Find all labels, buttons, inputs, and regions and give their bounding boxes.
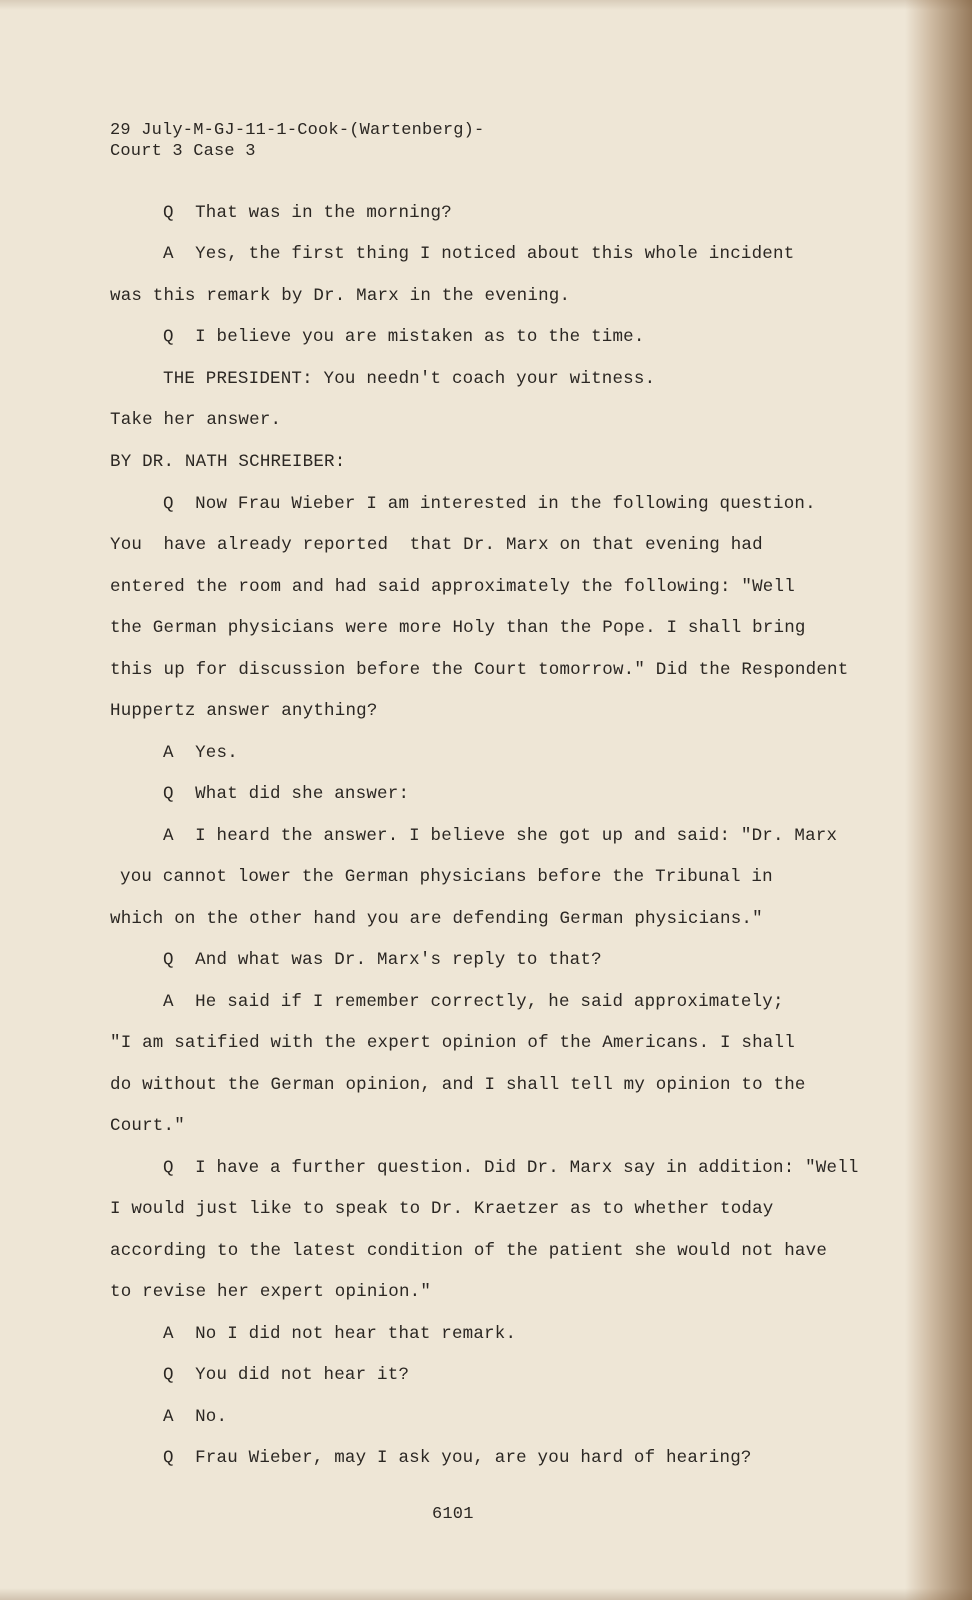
transcript-line: to revise her expert opinion.": [110, 1282, 432, 1302]
transcript-line: A No I did not hear that remark.: [163, 1324, 517, 1344]
transcript-line: Court.": [110, 1116, 185, 1136]
transcript-line: Q I have a further question. Did Dr. Marx say in addition: "Well: [163, 1158, 859, 1178]
header-court-case: Court 3 Case 3: [110, 142, 256, 161]
transcript-line: Huppertz answer anything?: [110, 701, 378, 721]
transcript-line: Q And what was Dr. Marx's reply to that?: [163, 950, 602, 970]
transcript-line: Q I believe you are mistaken as to the time.: [163, 327, 645, 347]
transcript-line: BY DR. NATH SCHREIBER:: [110, 452, 346, 472]
transcript-line: I would just like to speak to Dr. Kraetzer as to whether today: [110, 1199, 774, 1219]
transcript-line: Q That was in the morning?: [163, 203, 452, 223]
transcript-line: A No.: [163, 1407, 228, 1427]
transcript-line: THE PRESIDENT: You needn't coach your witness.: [163, 369, 656, 389]
transcript-line: this up for discussion before the Court tomorrow." Did the Respondent: [110, 660, 849, 680]
transcript-line: Take her answer.: [110, 410, 282, 430]
transcript-line: was this remark by Dr. Marx in the evening.: [110, 286, 571, 306]
transcript-line: which on the other hand you are defending German physicians.": [110, 909, 763, 929]
transcript-line: You have already reported that Dr. Marx on that evening had: [110, 535, 763, 555]
transcript-line: you cannot lower the German physicians before the Tribunal in: [120, 867, 773, 887]
page-number: 6101: [432, 1505, 474, 1524]
transcript-line: according to the latest condition of the patient she would not have: [110, 1241, 828, 1261]
transcript-line: Q What did she answer:: [163, 784, 410, 804]
transcript-line: entered the room and had said approximately the following: "Well: [110, 577, 795, 597]
transcript-line: A Yes.: [163, 743, 238, 763]
header-case-reference: 29 July-M-GJ-11-1-Cook-(Wartenberg)-: [110, 121, 485, 140]
transcript-line: Q Frau Wieber, may I ask you, are you hard of hearing?: [163, 1448, 752, 1468]
transcript-line: Q Now Frau Wieber I am interested in the following question.: [163, 494, 816, 514]
transcript-line: the German physicians were more Holy than the Pope. I shall bring: [110, 618, 806, 638]
transcript-line: A Yes, the first thing I noticed about this whole incident: [163, 244, 795, 264]
transcript-line: do without the German opinion, and I shall tell my opinion to the: [110, 1075, 806, 1095]
transcript-line: A He said if I remember correctly, he said approximately;: [163, 992, 784, 1012]
transcript-line: "I am satified with the expert opinion of the Americans. I shall: [110, 1033, 795, 1053]
transcript-line: A I heard the answer. I believe she got up and said: "Dr. Marx: [163, 826, 838, 846]
transcript-line: Q You did not hear it?: [163, 1365, 410, 1385]
